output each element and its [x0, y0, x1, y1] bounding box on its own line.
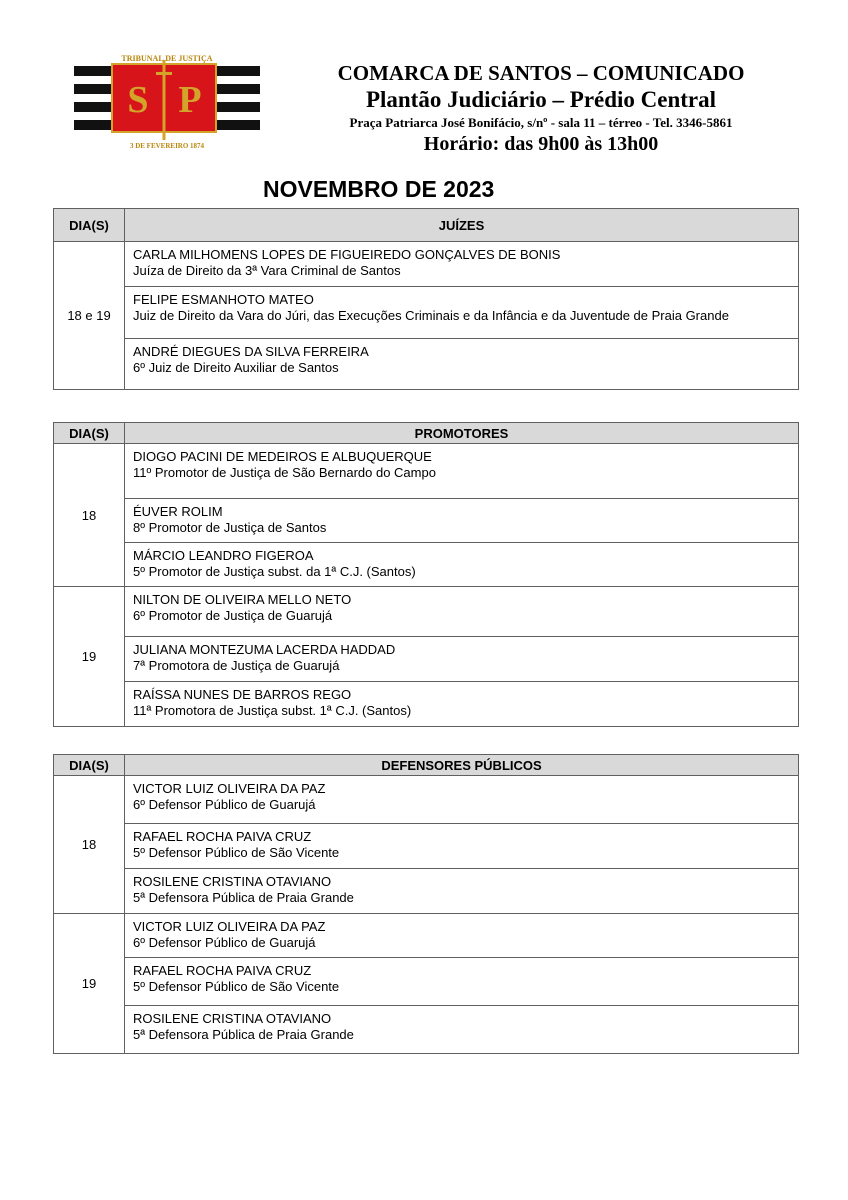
day-cell: 18 — [54, 776, 125, 914]
person-cell — [125, 444, 799, 499]
person-name: JULIANA MONTEZUMA LACERDA HADDAD — [133, 642, 396, 657]
person-cell — [125, 587, 799, 637]
person-cell — [125, 242, 799, 287]
table-row — [54, 339, 799, 390]
person-cell — [125, 1006, 799, 1054]
person-cell — [125, 682, 799, 727]
table-row — [54, 287, 799, 339]
table-header-row — [54, 423, 799, 444]
table-row — [54, 869, 799, 914]
seal-letter-right: P — [178, 79, 202, 121]
table-row — [54, 637, 799, 682]
person-cell — [125, 914, 799, 958]
day-cell: 19 — [54, 587, 125, 727]
month-title: NOVEMBRO DE 2023 — [263, 176, 495, 202]
person-role: 7ª Promotora de Justiça de Guarujá — [133, 658, 340, 673]
header-hours: Horário: das 9h00 às 13h00 — [423, 133, 659, 155]
table-row — [54, 543, 799, 587]
table-row — [54, 587, 799, 637]
seal-letter-left: S — [127, 79, 149, 121]
person-role: 8º Promotor de Justiça de Santos — [133, 520, 327, 535]
person-role: 5ª Defensora Pública de Praia Grande — [133, 1027, 354, 1042]
person-name: RAFAEL ROCHA PAIVA CRUZ — [133, 963, 312, 978]
table-row — [54, 1006, 799, 1054]
person-name: RAÍSSA NUNES DE BARROS REGO — [133, 687, 352, 702]
seal-bottom-text: 3 DE FEVEREIRO 1874 — [129, 142, 205, 150]
day-cell: 18 e 19 — [54, 242, 125, 390]
judges-table — [53, 208, 799, 390]
header-plantao-title: Plantão Judiciário – Prédio Central — [365, 87, 717, 112]
column-header-prosecutors: PROMOTORES — [125, 423, 799, 444]
column-header-days: DIA(S) — [54, 209, 125, 242]
person-cell — [125, 824, 799, 869]
person-name: NILTON DE OLIVEIRA MELLO NETO — [133, 592, 352, 607]
sword-guard — [156, 72, 172, 75]
person-name: FELIPE ESMANHOTO MATEO — [133, 292, 314, 307]
column-header-days: DIA(S) — [54, 423, 125, 444]
column-header-days: DIA(S) — [54, 755, 125, 776]
table-header-row — [54, 755, 799, 776]
person-role: 11ª Promotora de Justiça subst. 1ª C.J. (Santos) — [133, 703, 412, 718]
person-role: 5ª Defensora Pública de Praia Grande — [133, 890, 354, 905]
tribunal-seal-logo — [74, 52, 260, 152]
person-cell — [125, 339, 799, 390]
person-role: 5º Defensor Público de São Vicente — [133, 845, 340, 860]
person-role: 6º Promotor de Justiça de Guarujá — [133, 608, 333, 623]
table-row — [54, 242, 799, 287]
person-cell — [125, 958, 799, 1006]
person-role: 6º Defensor Público de Guarujá — [133, 935, 316, 950]
table-row — [54, 444, 799, 499]
table-row — [54, 682, 799, 727]
person-role: 6º Defensor Público de Guarujá — [133, 797, 316, 812]
person-role: Juíza de Direito da 3ª Vara Criminal de Santos — [133, 263, 401, 278]
person-role: 6º Juiz de Direito Auxiliar de Santos — [133, 360, 339, 375]
person-role: Juiz de Direito da Vara do Júri, das Execuções Criminais e da Infância e da Juventude de Praia Grande — [133, 308, 729, 323]
person-role: 5º Promotor de Justiça subst. da 1ª C.J. (Santos) — [133, 564, 416, 579]
table-row — [54, 824, 799, 869]
person-cell — [125, 287, 799, 339]
person-cell — [125, 499, 799, 543]
header-address: Praça Patriarca José Bonifácio, s/nº - sala 11 – térreo - Tel. 3346-5861 — [349, 115, 733, 130]
person-name: MÁRCIO LEANDRO FIGEROA — [133, 548, 314, 563]
day-cell: 18 — [54, 444, 125, 587]
person-name: ÉUVER ROLIM — [133, 504, 223, 519]
person-name: CARLA MILHOMENS LOPES DE FIGUEIREDO GONÇALVES DE BONIS — [133, 247, 561, 262]
public-defenders-table — [53, 754, 799, 1054]
table-row — [54, 958, 799, 1006]
column-header-defenders: DEFENSORES PÚBLICOS — [125, 755, 799, 776]
person-name: ROSILENE CRISTINA OTAVIANO — [133, 874, 332, 889]
seal-top-text: TRIBUNAL DE JUSTIÇA — [121, 54, 213, 63]
table-row — [54, 499, 799, 543]
document-header — [296, 60, 786, 157]
person-name: ROSILENE CRISTINA OTAVIANO — [133, 1011, 332, 1026]
table-row — [54, 914, 799, 958]
table-header-row — [54, 209, 799, 242]
person-role: 5º Defensor Público de São Vicente — [133, 979, 340, 994]
person-name: VICTOR LUIZ OLIVEIRA DA PAZ — [133, 919, 326, 934]
column-header-judges: JUÍZES — [125, 209, 799, 242]
table-row — [54, 776, 799, 824]
person-cell — [125, 637, 799, 682]
prosecutors-table — [53, 422, 799, 727]
person-role: 11º Promotor de Justiça de São Bernardo do Campo — [133, 465, 436, 480]
person-name: DIOGO PACINI DE MEDEIROS E ALBUQUERQUE — [133, 449, 432, 464]
person-name: RAFAEL ROCHA PAIVA CRUZ — [133, 829, 312, 844]
person-name: ANDRÉ DIEGUES DA SILVA FERREIRA — [133, 344, 369, 359]
person-cell — [125, 543, 799, 587]
person-cell — [125, 776, 799, 824]
day-cell: 19 — [54, 914, 125, 1054]
person-name: VICTOR LUIZ OLIVEIRA DA PAZ — [133, 781, 326, 796]
header-comarca-title: COMARCA DE SANTOS – COMUNICADO — [337, 61, 745, 85]
person-cell — [125, 869, 799, 914]
